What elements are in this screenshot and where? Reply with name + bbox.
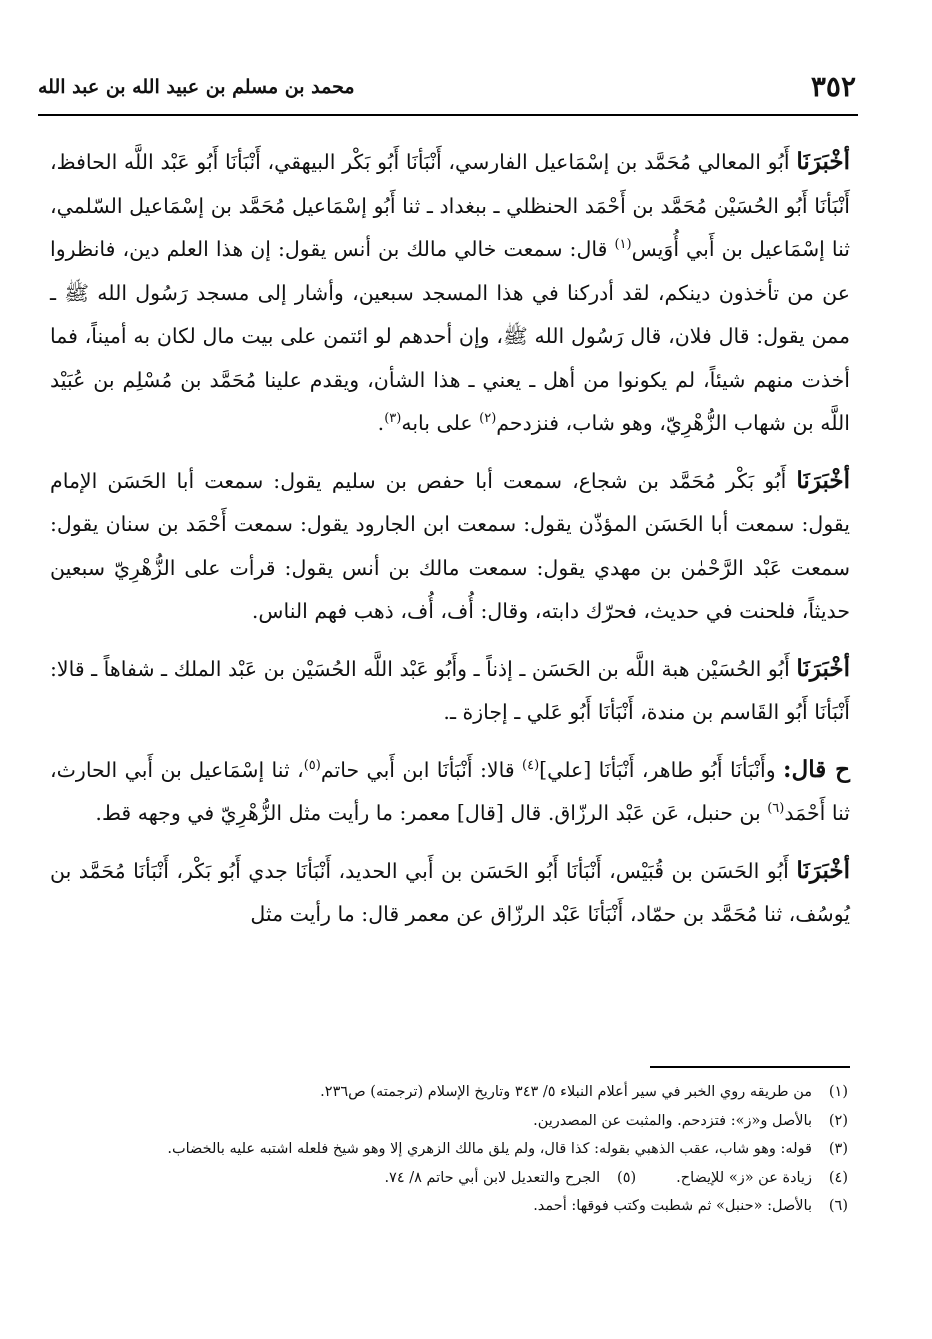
main-text — [50, 140, 850, 950]
paragraph — [50, 849, 850, 937]
footnote-reference[interactable]: (٦) — [767, 801, 785, 817]
footnote-text: بالأصل: «حنبل» ثم شطبت وكتب فوقها: أحمد. — [533, 1198, 812, 1214]
footnote-divider — [650, 1066, 850, 1068]
page-number: ٣٥٢ — [810, 70, 856, 103]
paragraph — [50, 748, 850, 836]
paragraph-text: على بابه — [401, 411, 480, 435]
paragraph-lead: أخْبَرَنَا — [796, 654, 850, 682]
footnote-reference[interactable]: (٥) — [303, 757, 321, 773]
footnote-reference[interactable]: (٤) — [522, 757, 540, 773]
footnote-pair-row — [66, 1164, 848, 1193]
footnote-text: بالأصل و«ز»: فتزدحم. والمثبت عن المصدرين. — [533, 1112, 812, 1129]
paragraph-text: . — [377, 411, 385, 435]
paragraph-lead: أخْبَرَنَا — [796, 466, 850, 494]
footnote-item — [66, 1192, 848, 1221]
footnote-number: (٤) — [828, 1169, 848, 1186]
footnote-number: (٢) — [828, 1112, 848, 1129]
footnote-text: من طريقه روي الخبر في سير أعلام النبلاء ٥/ ٣٤٣ وتاريخ الإسلام (ترجمته) ص٢٣٦. — [320, 1084, 812, 1100]
paragraph-text: أَبُو بَكْر مُحَمَّد بن شجاع، سمعت أبا حفص بن سليم يقول: سمعت أبا الحَسَن الإمام يقول: سمعت أبا الحَسَن المؤذّن يقول: سمعت ابن الجارود يقول: سمعت أَحْمَد بن سنان يقول: سمعت عَبْد الرَّحْمٰن بن مهدي يقول: سمعت مالك بن أنس يقول: قرأت على الزُّهْرِيّ سبعين حديثاً، فلحنت في حديث، فحرّك دابته، وقال: أُف، أُف، ذهب فهم الناس. — [50, 468, 850, 623]
paragraph-text: قال: سمعت خالي مالك بن أنس يقول: إن هذا العلم دين، فانظروا عن من تأخذون دينكم، لقد أدركنا في هذا المسجد سبعين، وأشار إلى مسجد رَسُول الله ﷺ ـ ممن يقول: قال فلان، قال رَسُول الله ﷺ، وإن أحدهم لو ائتمن على بيت مال لكان به أميناً، فما أخذت منهم شيئاً، لم يكونوا من أهل ـ يعني ـ هذا الشأن، ويقدم علينا مُحَمَّد بن مُسْلِم بن عُبَيْد اللَّه بن شهاب الزُّهْرِيّ، وهو شاب، فنزدحم — [50, 237, 850, 435]
footnote-number: (٥) — [617, 1169, 637, 1186]
footnote-item — [676, 1164, 848, 1193]
footnote-item — [384, 1164, 636, 1193]
paragraph — [50, 140, 850, 446]
paragraph-text: قالا: أَنْبَأنَا ابن أَبي حاتم — [320, 757, 523, 782]
paragraph-text: ، ثنا إسْمَاعيل بن أَبي الحارث، ثنا أَحْمَد — [50, 757, 850, 825]
footnote-reference[interactable]: (٢) — [479, 411, 497, 427]
page-header — [38, 62, 858, 116]
paragraph-text: أَبُو الحَسَن بن قُبَيْس، أَنْبَأنَا أَبُو الحَسَن بن أَبي الحديد، أَنْبَأنَا جدي أَبُو بَكْر، أَنْبَأنَا مُحَمَّد بن يُوسُف، ثنا مُحَمَّد بن حمّاد، أَنْبَأنَا عَبْد الرزّاق عن معمر قال: ما رأيت مثل — [50, 858, 850, 926]
footnote-text: زيادة عن «ز» للإيضاح. — [676, 1169, 812, 1186]
footnote-item — [66, 1135, 848, 1164]
footnote-number: (١) — [828, 1084, 848, 1100]
paragraph-lead: أخْبَرَنَا — [796, 856, 850, 884]
paragraph-lead: أخْبَرَنَا — [796, 148, 850, 175]
footnote-text: قوله: وهو شاب، عقب الذهبي بقوله: كذا قال، ولم يلق مالك الزهري إلا وهو شيخ فلعله اشتبه عليه بالخضاب. — [167, 1141, 812, 1157]
footnotes — [66, 1078, 848, 1221]
footnote-item — [66, 1078, 848, 1107]
paragraph-text: وأَنْبَأنَا أَبُو طاهر، أَنْبَأنَا [علي] — [539, 757, 784, 782]
paragraph — [50, 647, 850, 735]
paragraph-text: أَبُو الحُسَيْن هبة اللَّه بن الحَسَن ـ إذناً ـ وأَبُو عَبْد اللَّه الحُسَيْن بن عَبْد الملك ـ شفاهاً ـ قالا: أَنْبَأنَا أَبُو القَاسم بن مندة، أَنْبَأنَا أَبُو عَلي ـ إجازة ـ. — [50, 656, 850, 724]
footnote-reference[interactable]: (١) — [614, 237, 632, 253]
running-title: محمد بن مسلم بن عبيد الله بن عبد الله — [38, 76, 355, 98]
paragraph — [50, 459, 850, 634]
footnote-number: (٣) — [828, 1141, 848, 1157]
footnote-reference[interactable]: (٣) — [384, 411, 402, 427]
footnote-item — [66, 1107, 848, 1136]
paragraph-text: أَبُو المعالي مُحَمَّد بن إسْمَاعيل الفارسي، أَنْبَأنَا أَبُو بَكْر البيهقي، أَنْبَأنَا أَبُو عَبْد اللَّه الحافظ، أَنْبَأنَا أَبُو الحُسَيْن مُحَمَّد بن أَحْمَد الحنظلي ـ ببغداد ـ ثنا أَبُو إسْمَاعيل مُحَمَّد بن إسْمَاعيل السّلمي، ثنا إسْمَاعيل بن أَبي أُوَيس — [50, 150, 850, 261]
paragraph-text: بن حنبل، عَن عَبْد الرزّاق. قال [قال] معمر: ما رأيت مثل الزُّهْرِيّ في وجهه قط. — [95, 801, 768, 825]
footnote-text: الجرح والتعديل لابن أبي حاتم ٨/ ٧٤. — [384, 1169, 601, 1186]
footnote-list — [66, 1078, 848, 1164]
paragraph-lead: ح قال: — [783, 755, 850, 783]
footnote-number: (٦) — [828, 1198, 848, 1214]
